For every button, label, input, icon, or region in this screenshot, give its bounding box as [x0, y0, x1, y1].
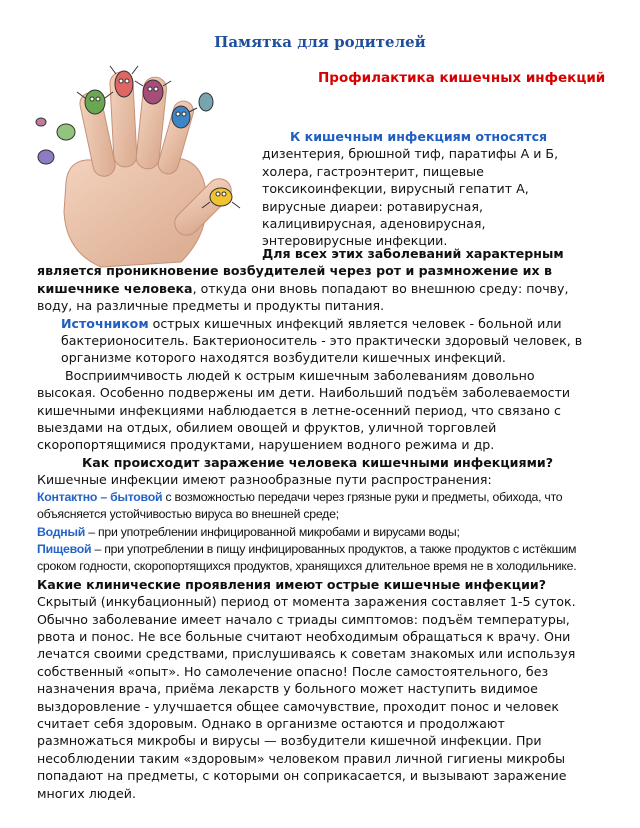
hand-with-germs-illustration	[6, 62, 256, 272]
main-text	[37, 246, 597, 802]
intro-list: дизентерия, брюшной тиф, паратифы А и Б, холера, гастроэнтерит, пищевые токсикоинфекции, вирусный гепатит А, вирусные диареи: ротавирусная, калицивирусная, аденовирусная, энтеровирусные инфекции.	[262, 146, 559, 249]
clinical-question: Какие клинические проявления имеют острые кишечные инфекции?	[37, 576, 547, 592]
infection-question: Как происходит заражение человека кишечными инфекциями?	[82, 454, 553, 470]
source-text: острых кишечных инфекций является человек - больной или бактерионоситель. Бактерионоситель - это практически здоровый человек, в организме которого находятся возбудители кишечных инфекций.	[61, 315, 583, 366]
clinical-text: Скрытый (инкубационный) период от момента заражения составляет 1-5 суток. Обычно заболевание имеет начало с триады симптомов: подъём температуры, рвота и понос. Не все больные считают необходимым обращаться к врачу. Они лечатся своими средствами, прислушиваясь к советам знакомых или используя собственный «опыт». Но самолечение опасно! После самостоятельного, без назначения врача, приёма лекарств у больного может наступить видимое выздоровление - улучшается общее самочувствие, проходит понос и человек считает себя здоровым. Однако в организме остаются и продолжают размножаться микробы и вирусы — возбудители кишечной инфекции. При несоблюдении таким «здоровым» человеком правил личной гигиены микробы попадают на предметы, с которыми он соприкасается, и вызывают заражение многих людей.	[37, 594, 576, 801]
way-label-food: Пищевой	[37, 541, 92, 556]
way-label-water: Водный	[37, 524, 86, 539]
infection-intro: Кишечные инфекции имеют разнообразные пути распространения:	[37, 472, 492, 488]
intro-bold-statement: Для всех этих заболеваний характерным является проникновение возбудителей через рот и размножение их в кишечнике человека	[37, 246, 564, 296]
intro-rest: , откуда они вновь попадают во внешнюю среду: почву, воду, на различные предметы и продукты питания.	[37, 280, 569, 314]
intro-lead: К кишечным инфекциям относятся	[290, 129, 548, 144]
way-text-water: – при употреблении инфицированной микробами и вирусами воды;	[88, 524, 460, 539]
transmission-way	[37, 489, 597, 524]
way-text-food: – при употреблении в пищу инфицированных продуктов, а также продуктов с истёкшим сроком годности, скоропортящихся продуктов, хранящихся длительное время не в холодильнике.	[37, 541, 577, 574]
transmission-way	[37, 524, 597, 541]
transmission-way	[37, 541, 597, 576]
susceptibility-text: Восприимчивость людей к острым кишечным заболеваниям довольно высокая. Особенно подвержены им дети. Наибольший подъём заболеваемости кишечными инфекциями наблюдается в летне-осенний период, что связано с выездами на отдых, обилием овощей и фруктов, уличной торговлей скоропортящимися продуктами, нарушением водного режима и др.	[37, 367, 571, 453]
way-label-contact: Контактно – бытовой	[37, 489, 163, 504]
way-text-contact: с возможностью передачи через грязные руки и предметы, обихода, что объясняется устойчивостью вируса во внешней среде;	[37, 489, 563, 522]
source-label: Источником	[61, 315, 149, 331]
page-title: Памятка для родителей	[214, 33, 426, 51]
intro-block	[262, 128, 592, 250]
page-subtitle: Профилактика кишечных инфекций	[318, 70, 606, 86]
transmission-ways	[37, 489, 597, 576]
